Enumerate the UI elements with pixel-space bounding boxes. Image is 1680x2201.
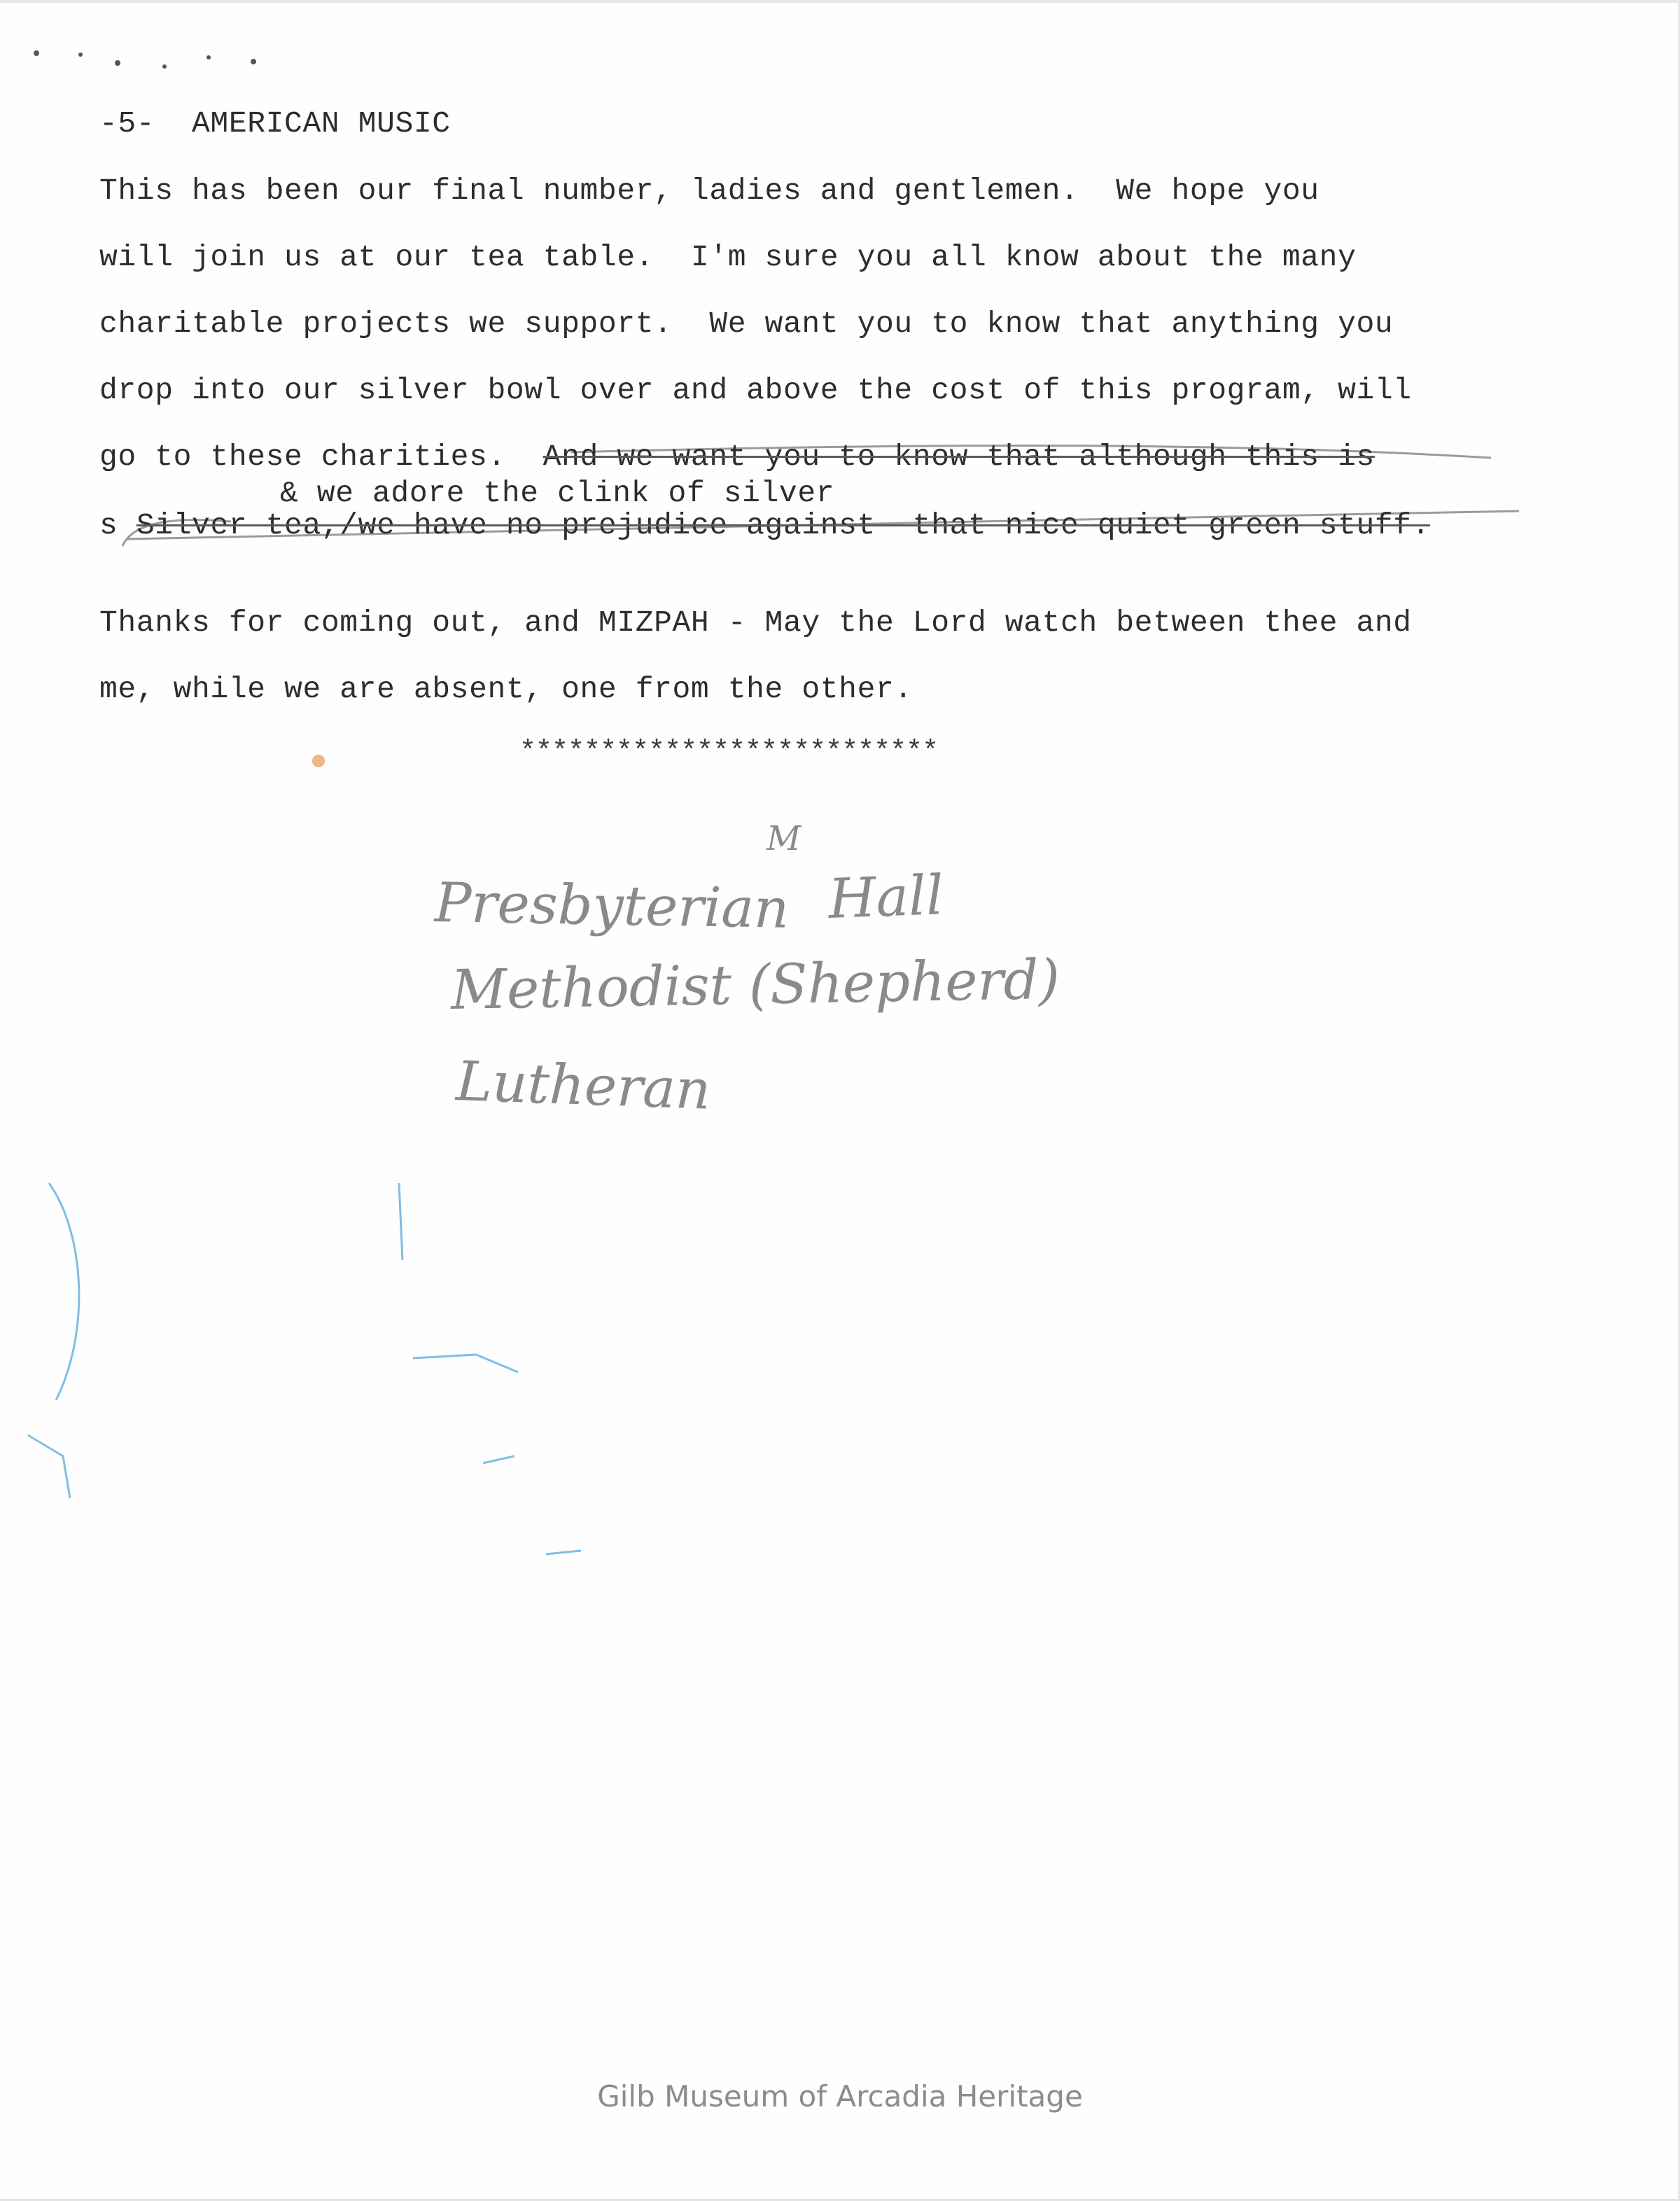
handwritten-note: Hall [827,864,945,931]
ink-speck [251,59,256,64]
paragraph-line: will join us at our tea table. I'm sure you all know about the many [99,240,1357,274]
paragraph-line: This has been our final number, ladies and gentlemen. We hope you [99,174,1320,208]
blue-pen-trace [483,1456,514,1463]
paragraph-line-with-strike [99,440,1375,474]
typed-insertion: & we adore the clink of silver [280,476,835,510]
struck-text: Silver tea,/we have no prejudice against that nice quiet green stuff. [136,508,1431,543]
ink-speck [34,50,39,56]
blue-pen-trace [546,1551,581,1554]
paragraph-line: Thanks for coming out, and MIZPAH - May the Lord watch between thee and [99,606,1412,640]
blue-pen-trace [413,1355,518,1372]
ink-speck [206,55,211,60]
ink-speck [78,53,83,57]
handwritten-note: Presbyterian [434,872,790,941]
blue-pen-trace [28,1435,70,1498]
handwritten-note: Methodist (Shepherd) [450,948,1060,1022]
asterisk-divider: ************************** [519,736,939,768]
ink-speck [162,64,167,69]
kept-text: go to these charities. [99,440,543,474]
paragraph-line: me, while we are absent, one from the other. [99,672,913,706]
stain-spot [312,755,325,767]
paragraph-line-with-strike [99,508,1430,543]
ink-speck [115,60,120,66]
museum-watermark: Gilb Museum of Arcadia Heritage [597,2079,1083,2113]
blue-pen-trace [399,1183,402,1260]
struck-text: And we want you to know that although this is [542,440,1375,474]
blue-pen-trace [49,1183,79,1400]
handwritten-superscript: M [766,819,802,858]
page-header: -5- AMERICAN MUSIC [99,106,451,141]
handwritten-note: Lutheran [455,1050,712,1122]
prefix-text: s [99,508,136,543]
paragraph-line: drop into our silver bowl over and above the cost of this program, will [99,373,1412,407]
paragraph-line: charitable projects we support. We want you to know that anything you [99,307,1394,341]
